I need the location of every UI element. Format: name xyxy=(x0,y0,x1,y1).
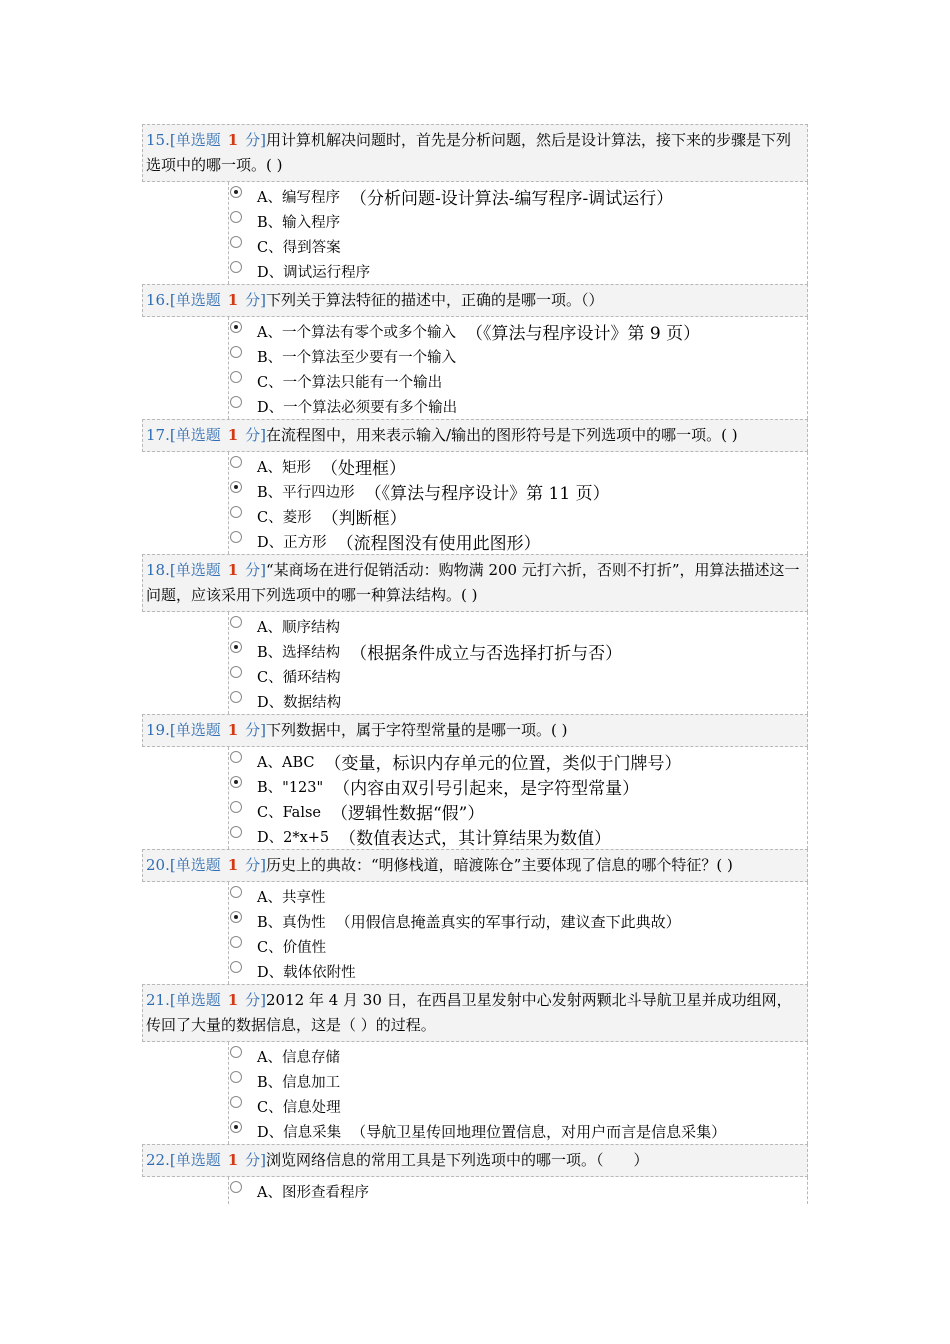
question-number: 19. xyxy=(146,721,170,739)
options-list xyxy=(228,612,808,714)
question-text: “某商场在进行促销活动：购物满 200 元打六折，否则不打折”，用算法描述这一问题，应该采用下列选项中的哪一种算法结构。( ) xyxy=(146,561,800,604)
radio-unchecked-icon[interactable] xyxy=(230,1096,242,1108)
answer-note: （数值表达式，其计算结果为数值） xyxy=(339,829,612,849)
radio-checked-icon[interactable] xyxy=(230,776,242,788)
radio-unchecked-icon[interactable] xyxy=(230,961,242,973)
question-block xyxy=(142,554,808,714)
option-row[interactable] xyxy=(229,824,807,849)
option-row[interactable] xyxy=(229,259,807,284)
option-row[interactable] xyxy=(229,689,807,714)
option-label: C、循环结构 xyxy=(257,670,341,686)
question-type: [单选题 xyxy=(169,721,221,739)
radio-unchecked-icon[interactable] xyxy=(230,666,242,678)
question-type: [单选题 xyxy=(169,856,221,874)
radio-unchecked-icon[interactable] xyxy=(230,456,242,468)
option-row[interactable] xyxy=(229,234,807,259)
question-block xyxy=(142,419,808,554)
question-number: 15. xyxy=(146,131,170,149)
points-unit: 分] xyxy=(245,291,267,309)
option-row[interactable] xyxy=(229,664,807,689)
question-points: 1 xyxy=(227,721,239,739)
option-row[interactable] xyxy=(229,479,807,504)
radio-checked-icon[interactable] xyxy=(230,321,242,333)
question-type: [单选题 xyxy=(169,291,221,309)
option-row[interactable] xyxy=(229,504,807,529)
option-label: D、信息采集 xyxy=(257,1125,342,1141)
answer-note: （处理框） xyxy=(320,459,406,479)
option-label: B、信息加工 xyxy=(257,1075,341,1091)
radio-checked-icon[interactable] xyxy=(230,641,242,653)
radio-unchecked-icon[interactable] xyxy=(230,371,242,383)
options-list xyxy=(228,182,808,284)
option-label: A、一个算法有零个或多个输入 xyxy=(257,325,456,341)
radio-checked-icon[interactable] xyxy=(230,481,242,493)
points-unit: 分] xyxy=(245,426,267,444)
answer-note: （《算法与程序设计》第 11 页） xyxy=(364,484,610,504)
question-type: [单选题 xyxy=(169,426,221,444)
option-label: C、False xyxy=(257,805,321,821)
option-row[interactable] xyxy=(229,184,807,209)
option-label: B、"123" xyxy=(257,780,324,796)
option-row[interactable] xyxy=(229,614,807,639)
question-text: 2012 年 4 月 30 日，在西昌卫星发射中心发射两颗北斗导航卫星并成功组网，传回了大量的数据信息，这是（ ）的过程。 xyxy=(146,991,792,1034)
option-label: B、平行四边形 xyxy=(257,485,355,501)
question-type: [单选题 xyxy=(169,1151,221,1169)
question-text: 浏览网络信息的常用工具是下列选项中的哪一项。（ ） xyxy=(266,1151,649,1169)
options-list xyxy=(228,1042,808,1144)
option-label: B、一个算法至少要有一个输入 xyxy=(257,350,457,366)
question-block xyxy=(142,1144,808,1204)
option-label: A、编写程序 xyxy=(257,190,340,206)
question-points: 1 xyxy=(227,291,239,309)
question-text: 用计算机解决问题时，首先是分析问题，然后是设计算法，接下来的步骤是下列选项中的哪一项。( ) xyxy=(146,131,792,174)
option-row[interactable] xyxy=(229,1044,807,1069)
option-row[interactable] xyxy=(229,369,807,394)
question-block xyxy=(142,714,808,849)
option-label: A、图形查看程序 xyxy=(257,1185,369,1201)
radio-unchecked-icon[interactable] xyxy=(230,506,242,518)
option-label: A、共享性 xyxy=(257,890,326,906)
option-label: C、价值性 xyxy=(257,940,327,956)
option-label: D、数据结构 xyxy=(257,695,342,711)
option-row[interactable] xyxy=(229,1119,807,1144)
option-row[interactable] xyxy=(229,529,807,554)
option-label: C、得到答案 xyxy=(257,240,341,256)
option-row[interactable] xyxy=(229,909,807,934)
option-label: D、调试运行程序 xyxy=(257,265,371,281)
option-label: A、信息存储 xyxy=(257,1050,340,1066)
question-header xyxy=(142,124,808,182)
question-type: [单选题 xyxy=(169,131,221,149)
option-row[interactable] xyxy=(229,1069,807,1094)
options-list xyxy=(228,1177,808,1204)
radio-unchecked-icon[interactable] xyxy=(230,236,242,248)
option-label: B、选择结构 xyxy=(257,645,341,661)
radio-unchecked-icon[interactable] xyxy=(230,346,242,358)
option-label: C、菱形 xyxy=(257,510,312,526)
question-text: 历史上的典故：“明修栈道，暗渡陈仓”主要体现了信息的哪个特征？( ) xyxy=(266,856,733,874)
question-text: 在流程图中，用来表示输入/输出的图形符号是下列选项中的哪一项。( ) xyxy=(266,426,738,444)
answer-note: （内容由双引号引起来，是字符型常量） xyxy=(333,779,640,799)
options-list xyxy=(228,882,808,984)
answer-note: （《算法与程序设计》第 9 页） xyxy=(465,324,701,344)
question-number: 18. xyxy=(146,561,170,579)
question-points: 1 xyxy=(227,561,239,579)
answer-note: （分析问题-设计算法-编写程序-调试运行） xyxy=(349,189,674,209)
answer-note: （判断框） xyxy=(321,509,407,529)
option-row[interactable] xyxy=(229,639,807,664)
option-row[interactable] xyxy=(229,1179,807,1204)
question-block xyxy=(142,849,808,984)
question-points: 1 xyxy=(227,991,239,1009)
question-header xyxy=(142,419,808,452)
question-header xyxy=(142,849,808,882)
option-label: A、矩形 xyxy=(257,460,311,476)
answer-note: （逻辑性数据“假”） xyxy=(330,804,485,824)
option-row[interactable] xyxy=(229,209,807,234)
option-label: B、输入程序 xyxy=(257,215,341,231)
radio-unchecked-icon[interactable] xyxy=(230,531,242,543)
radio-unchecked-icon[interactable] xyxy=(230,801,242,813)
answer-note: （流程图没有使用此图形） xyxy=(336,534,541,554)
answer-note: （变量，标识内存单元的位置，类似于门牌号） xyxy=(324,754,682,774)
question-points: 1 xyxy=(227,426,239,444)
answer-note: （导航卫星传回地理位置信息，对用户而言是信息采集） xyxy=(351,1123,727,1141)
option-row[interactable] xyxy=(229,774,807,799)
question-block xyxy=(142,284,808,419)
option-label: D、载体依附性 xyxy=(257,965,356,981)
option-label: C、一个算法只能有一个输出 xyxy=(257,375,443,391)
option-row[interactable] xyxy=(229,959,807,984)
points-unit: 分] xyxy=(245,131,267,149)
question-number: 22. xyxy=(146,1151,170,1169)
question-number: 21. xyxy=(146,991,170,1009)
radio-checked-icon[interactable] xyxy=(230,911,242,923)
options-list xyxy=(228,747,808,849)
question-block xyxy=(142,984,808,1144)
radio-unchecked-icon[interactable] xyxy=(230,751,242,763)
option-label: D、一个算法必须要有多个输出 xyxy=(257,400,458,416)
radio-unchecked-icon[interactable] xyxy=(230,691,242,703)
question-type: [单选题 xyxy=(169,561,221,579)
radio-unchecked-icon[interactable] xyxy=(230,616,242,628)
radio-unchecked-icon[interactable] xyxy=(230,211,242,223)
answer-note: （根据条件成立与否选择打折与否） xyxy=(350,644,623,664)
question-text: 下列关于算法特征的描述中，正确的是哪一项。（） xyxy=(266,291,604,309)
option-row[interactable] xyxy=(229,1094,807,1119)
option-label: D、2*x+5 xyxy=(257,830,330,846)
question-header xyxy=(142,984,808,1042)
radio-unchecked-icon[interactable] xyxy=(230,396,242,408)
question-number: 20. xyxy=(146,856,170,874)
question-header xyxy=(142,554,808,612)
option-row[interactable] xyxy=(229,749,807,774)
question-number: 17. xyxy=(146,426,170,444)
question-sheet xyxy=(142,124,808,1204)
radio-unchecked-icon[interactable] xyxy=(230,1181,242,1193)
option-row[interactable] xyxy=(229,799,807,824)
option-row[interactable] xyxy=(229,934,807,959)
options-list xyxy=(228,317,808,419)
question-points: 1 xyxy=(227,131,239,149)
question-points: 1 xyxy=(227,1151,239,1169)
option-label: A、ABC xyxy=(257,755,315,771)
radio-unchecked-icon[interactable] xyxy=(230,1046,242,1058)
radio-unchecked-icon[interactable] xyxy=(230,936,242,948)
option-row[interactable] xyxy=(229,454,807,479)
question-header xyxy=(142,1144,808,1177)
points-unit: 分] xyxy=(245,991,267,1009)
radio-unchecked-icon[interactable] xyxy=(230,886,242,898)
option-label: D、正方形 xyxy=(257,535,327,551)
option-row[interactable] xyxy=(229,319,807,344)
option-label: C、信息处理 xyxy=(257,1100,341,1116)
question-points: 1 xyxy=(227,856,239,874)
question-header xyxy=(142,284,808,317)
option-row[interactable] xyxy=(229,884,807,909)
radio-checked-icon[interactable] xyxy=(230,186,242,198)
option-row[interactable] xyxy=(229,394,807,419)
answer-note: （用假信息掩盖真实的军事行动，建议查下此典故） xyxy=(335,913,681,931)
radio-unchecked-icon[interactable] xyxy=(230,1071,242,1083)
option-label: B、真伪性 xyxy=(257,915,326,931)
radio-unchecked-icon[interactable] xyxy=(230,261,242,273)
option-row[interactable] xyxy=(229,344,807,369)
option-label: A、顺序结构 xyxy=(257,620,340,636)
options-list xyxy=(228,452,808,554)
radio-checked-icon[interactable] xyxy=(230,1121,242,1133)
question-block xyxy=(142,124,808,284)
question-header xyxy=(142,714,808,747)
question-text: 下列数据中，属于字符型常量的是哪一项。( ) xyxy=(266,721,568,739)
points-unit: 分] xyxy=(245,721,267,739)
points-unit: 分] xyxy=(245,1151,267,1169)
question-type: [单选题 xyxy=(169,991,221,1009)
radio-unchecked-icon[interactable] xyxy=(230,826,242,838)
points-unit: 分] xyxy=(245,561,267,579)
question-number: 16. xyxy=(146,291,170,309)
points-unit: 分] xyxy=(245,856,267,874)
